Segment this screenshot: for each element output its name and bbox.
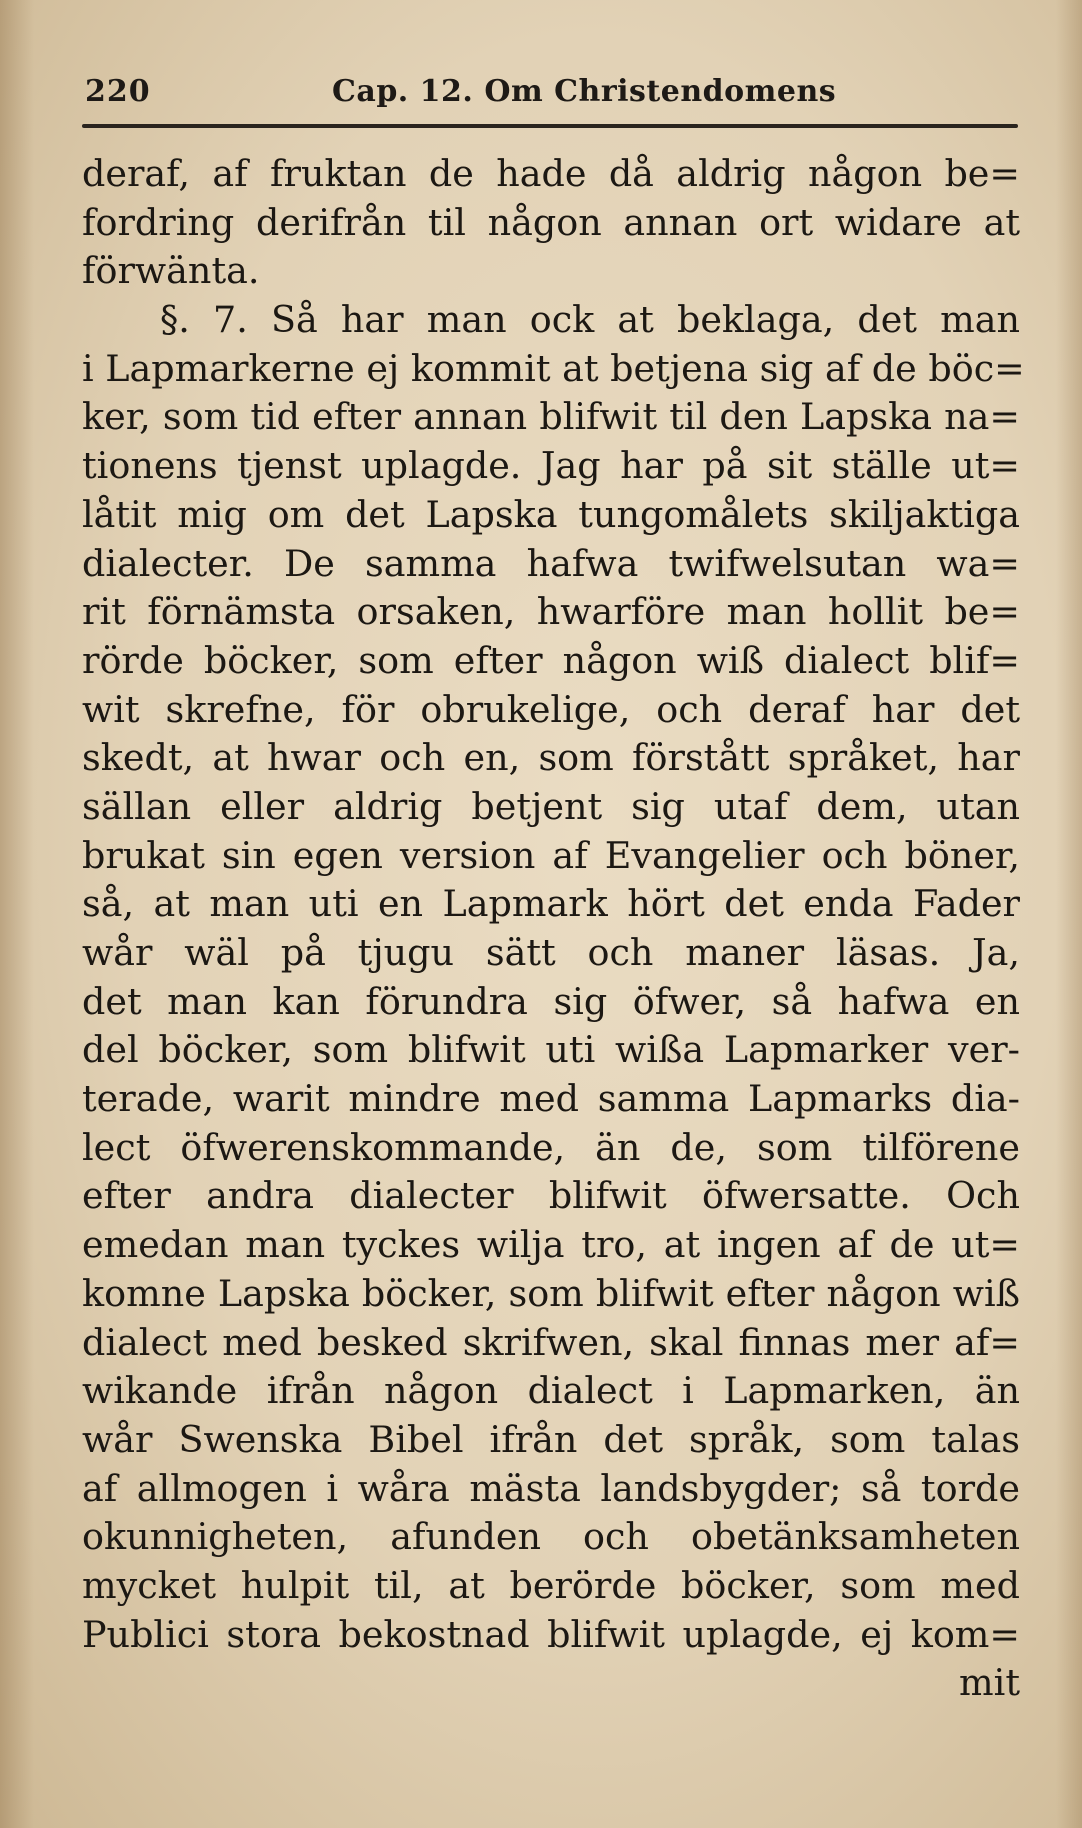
text-line: del böcker, som blifwit uti wißa Lapmarker ver- (82, 1028, 1020, 1072)
text-line: Publici stora bekostnad blifwit uplagde, ej kom= (82, 1612, 1020, 1656)
text-line: rit förnämsta orsaken, hwarföre man hollit be= (82, 590, 1020, 634)
text-line: fordring derifrån til någon annan ort widare at (82, 200, 1020, 244)
text-line: ker, som tid efter annan blifwit til den Lapska na= (82, 395, 1020, 439)
text-line: i Lapmarkerne ej kommit at betjena sig af de böc= (82, 346, 1025, 390)
text-line: dialect med besked skrifwen, skal finnas mer af= (82, 1320, 1020, 1364)
text-line: dialecter. De samma hafwa twifwelsutan wa= (82, 541, 1020, 585)
header-rule (82, 124, 1018, 128)
text-line: skedt, at hwar och en, som förstått språket, har (82, 736, 1020, 780)
text-line: tionens tjenst uplagde. Jag har på sit ställe ut= (82, 444, 1020, 488)
text-line: brukat sin egen version af Evangelier och böner, (82, 833, 1020, 877)
catchword: mit (959, 1661, 1020, 1705)
text-line: förwänta. (82, 249, 260, 293)
text-line: deraf, af fruktan de hade då aldrig någon be= (82, 152, 1020, 195)
text-line: wår wäl på tjugu sätt och maner läsas. Ja, (82, 931, 1020, 974)
text-line: lect öfwerenskommande, än de, som tilförene (82, 1125, 1020, 1169)
running-head: Cap. 12. Om Christendomens (332, 74, 837, 109)
text-line: så, at man uti en Lapmark hört det enda Fader (82, 882, 1020, 926)
section-heading-line: §. 7. Så har man ock at beklaga, det man (160, 298, 1020, 342)
page-edge-shadow-left (0, 0, 34, 1828)
text-line: sällan eller aldrig betjent sig utaf dem, utan (82, 784, 1020, 828)
text-line: wår Swenska Bibel ifrån det språk, som talas (82, 1417, 1020, 1461)
text-line: okunnigheten, afunden och obetänksamheten (82, 1515, 1020, 1559)
page-header (85, 70, 1015, 120)
text-line: wit skrefne, för obrukelige, och deraf har det (82, 687, 1020, 731)
text-line: af allmogen i wåra mästa landsbygder; så torde (82, 1466, 1020, 1510)
page-edge-shadow-right (1056, 0, 1082, 1828)
text-line: det man kan förundra sig öfwer, så hafwa en (82, 979, 1020, 1023)
text-line: emedan man tyckes wilja tro, at ingen af de ut= (82, 1223, 1020, 1267)
text-line: mycket hulpit til, at berörde böcker, som med (82, 1563, 1020, 1607)
body-text (82, 150, 1025, 1708)
text-line: wikande ifrån någon dialect i Lapmarken, än (82, 1369, 1020, 1413)
text-line: komne Lapska böcker, som blifwit efter någon wiß (82, 1271, 1020, 1315)
text-line: låtit mig om det Lapska tungomålets skiljaktiga (82, 492, 1020, 536)
page-number: 220 (85, 74, 151, 109)
text-line: terade, warit mindre med samma Lapmarks dia- (82, 1077, 1020, 1121)
text-line: rörde böcker, som efter någon wiß dialect blif= (82, 638, 1020, 682)
text-line: efter andra dialecter blifwit öfwersatte. Och (82, 1174, 1020, 1218)
